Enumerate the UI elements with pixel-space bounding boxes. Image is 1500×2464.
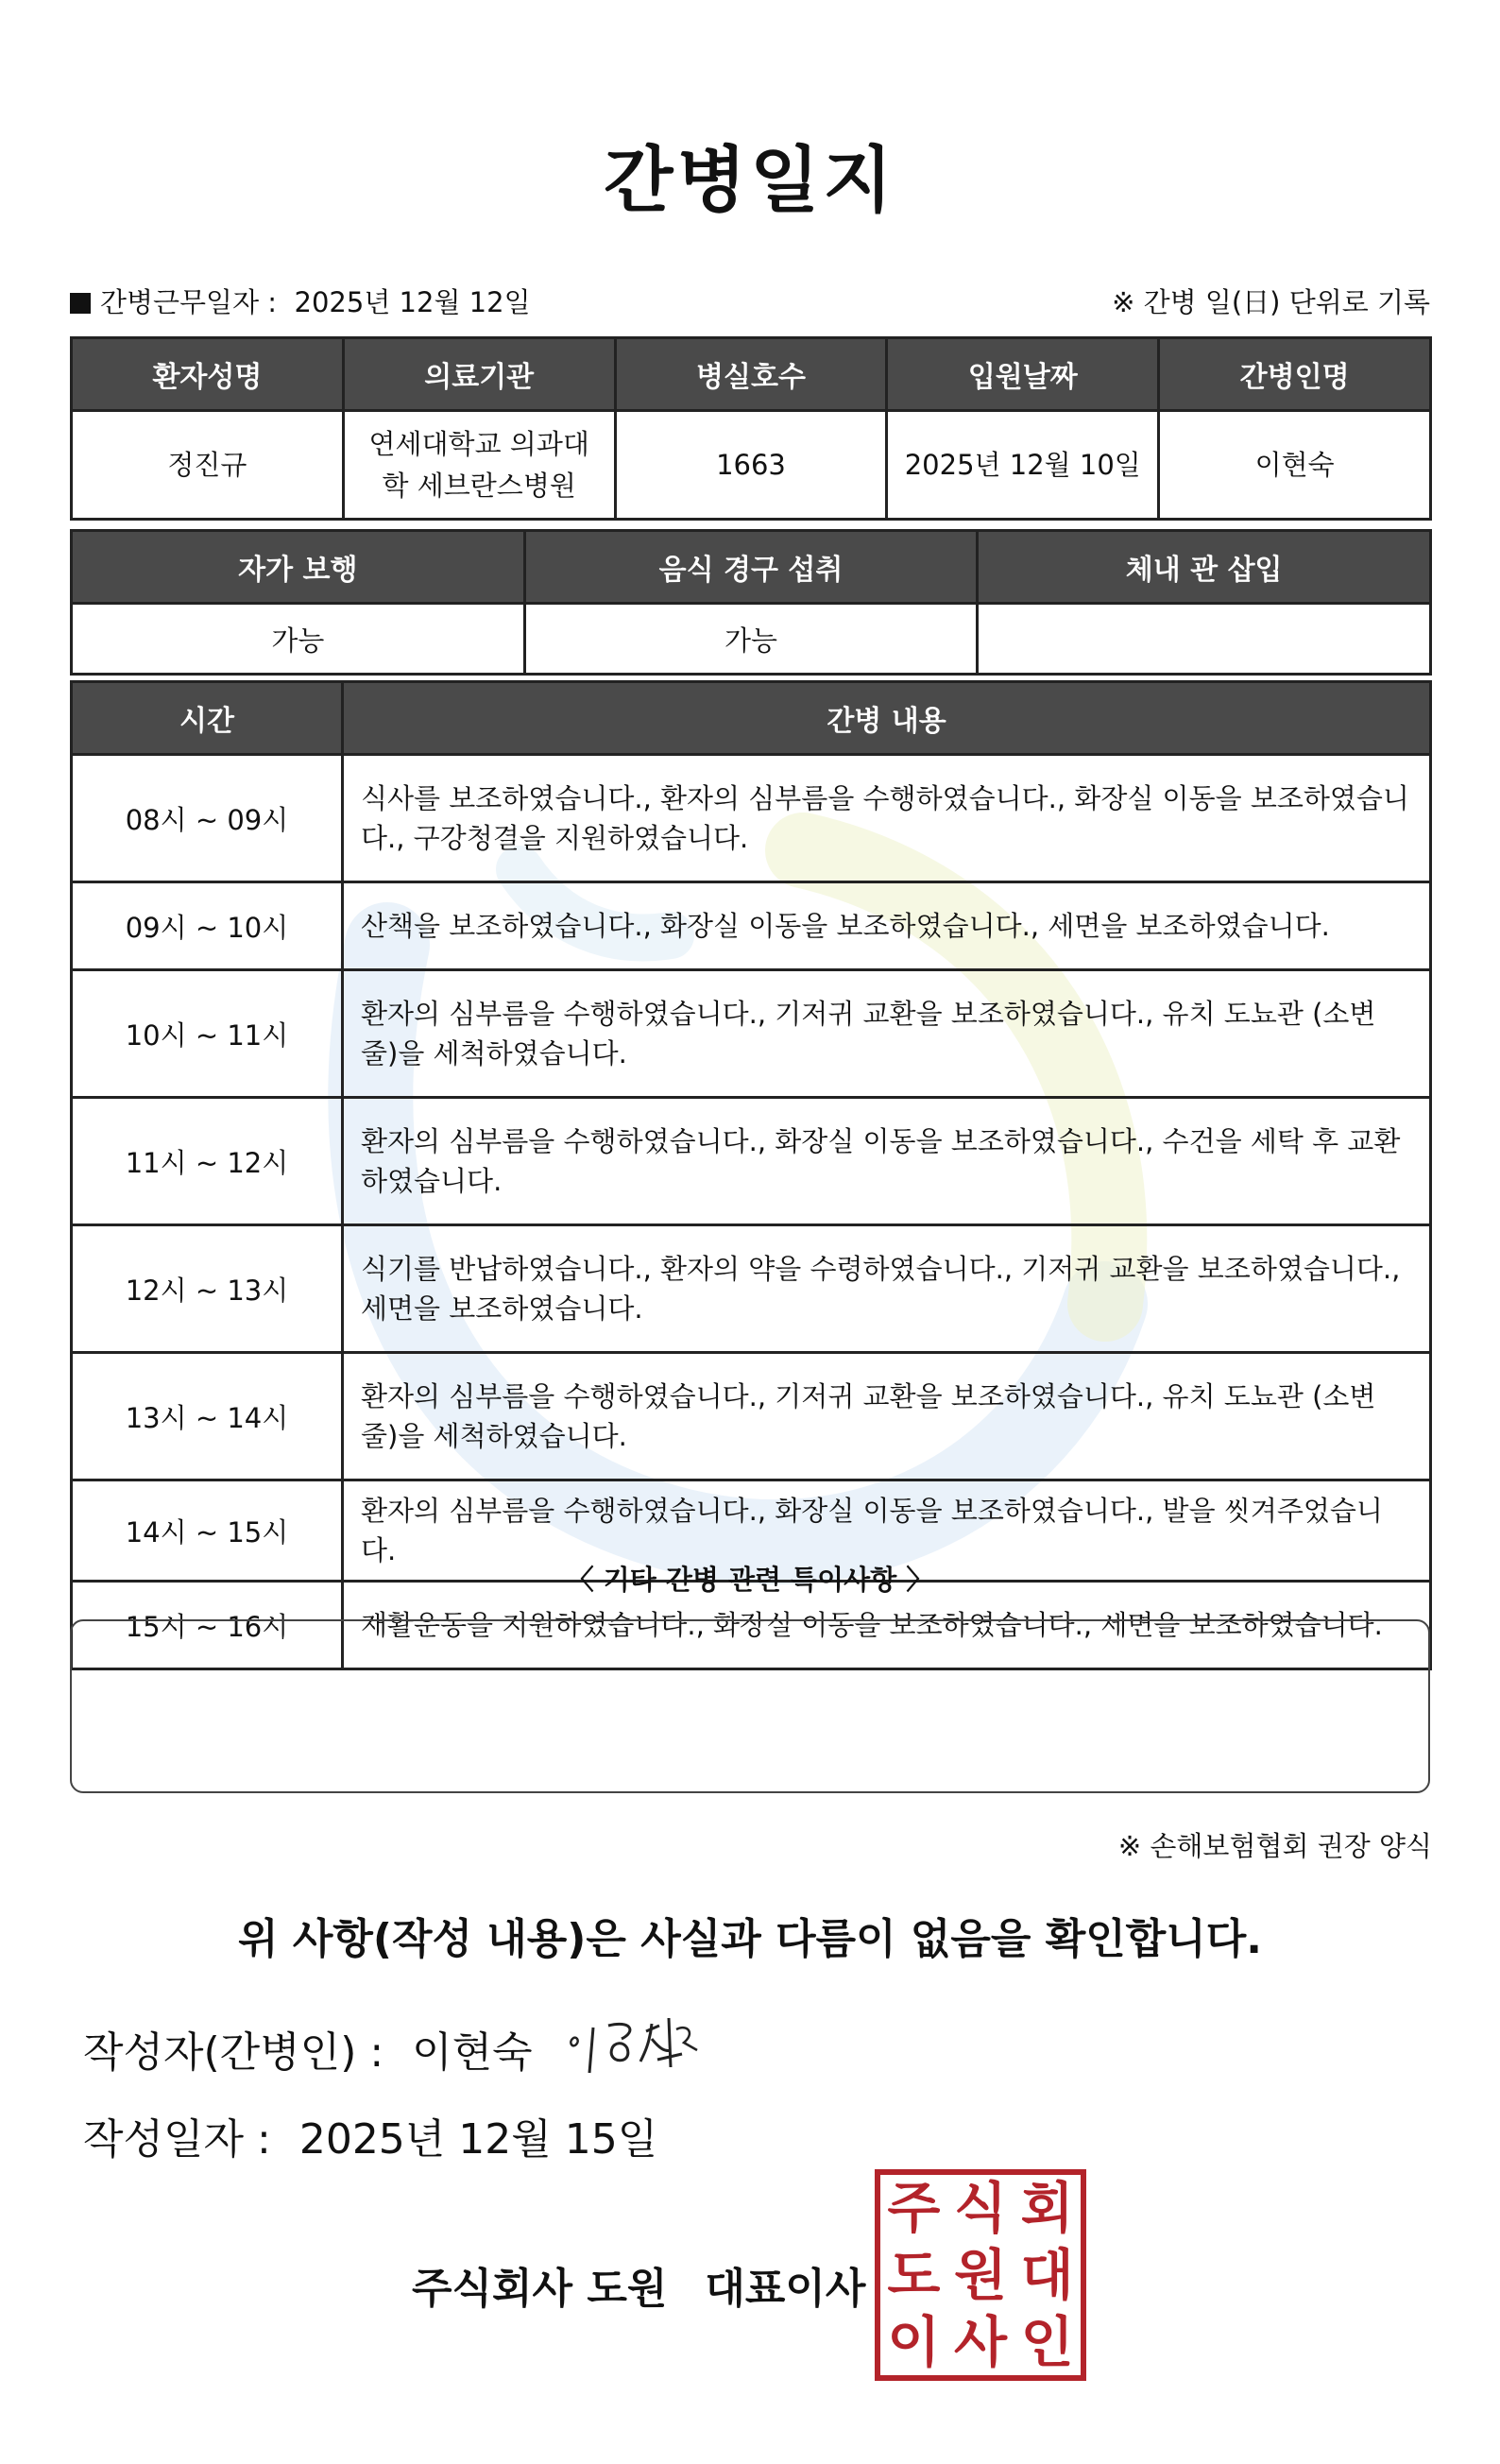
table-row bbox=[72, 1098, 1431, 1225]
table-row bbox=[72, 970, 1431, 1098]
row-content: 식기를 반납하였습니다., 환자의 약을 수령하였습니다., 기저귀 교환을 보조하였습니다., 세면을 보조하였습니다. bbox=[343, 1225, 1431, 1353]
row-content: 환자의 심부름을 수행하였습니다., 기저귀 교환을 보조하였습니다., 유치 도뇨관 (소변줄)을 세척하였습니다. bbox=[343, 970, 1431, 1098]
recommend-note: ※ 손해보험협회 권장 양식 bbox=[1117, 1830, 1432, 1862]
writer-line bbox=[83, 2018, 533, 2079]
admission-date: 2025년 12월 10일 bbox=[887, 411, 1159, 520]
seal-char: 도 bbox=[887, 2242, 941, 2307]
document-title: 간병일지 bbox=[604, 138, 896, 222]
seal-char: 대 bbox=[1020, 2242, 1074, 2307]
header-time: 시간 bbox=[72, 682, 343, 755]
row-time: 13시 ~ 14시 bbox=[72, 1353, 343, 1480]
signature-icon bbox=[565, 2011, 716, 2086]
table-row bbox=[72, 1353, 1431, 1480]
writer-label: 작성자(간병인) : bbox=[83, 2028, 384, 2077]
care-log-table bbox=[70, 680, 1432, 1670]
work-date-label: 간병근무일자 : bbox=[100, 286, 278, 318]
patient-status-table bbox=[70, 529, 1432, 676]
writer-name: 이현숙 bbox=[412, 2028, 533, 2077]
work-date-value: 2025년 12월 12일 bbox=[294, 286, 531, 318]
row-time: 11시 ~ 12시 bbox=[72, 1098, 343, 1225]
seal-char: 이 bbox=[887, 2309, 941, 2374]
row-content: 환자의 심부름을 수행하였습니다., 기저귀 교환을 보조하였습니다., 유치 도뇨관 (소변줄)을 세척하였습니다. bbox=[343, 1353, 1431, 1480]
work-date bbox=[70, 282, 531, 320]
seal-char: 인 bbox=[1020, 2309, 1074, 2374]
table-row bbox=[72, 755, 1431, 882]
header-walking: 자가 보행 bbox=[72, 531, 525, 604]
header-caregiver: 간병인명 bbox=[1159, 338, 1431, 411]
seal-characters bbox=[880, 2175, 1081, 2375]
company-name: 주식회사 도원 bbox=[412, 2265, 668, 2313]
row-content: 재활운동을 지원하였습니다., 화장실 이동을 보조하였습니다., 세면을 보조하였습니다. bbox=[343, 1582, 1431, 1669]
row-time: 08시 ~ 09시 bbox=[72, 755, 343, 882]
caregiver-name: 이현숙 bbox=[1159, 411, 1431, 520]
table-row bbox=[72, 882, 1431, 970]
meta-row bbox=[70, 282, 1430, 323]
write-date-label: 작성일자 : bbox=[83, 2115, 271, 2164]
row-time: 10시 ~ 11시 bbox=[72, 970, 343, 1098]
header-admission-date: 입원날짜 bbox=[887, 338, 1159, 411]
walking-value: 가능 bbox=[72, 604, 525, 675]
patient-name: 정진규 bbox=[72, 411, 344, 520]
company-line bbox=[412, 2254, 865, 2315]
notes-title: 〈 기타 간병 관련 특이사항 〉 bbox=[566, 1564, 934, 1596]
seal-char: 사 bbox=[953, 2309, 1007, 2374]
header-hospital: 의료기관 bbox=[343, 338, 615, 411]
header-room: 병실호수 bbox=[615, 338, 887, 411]
header-tube: 체내 관 삽입 bbox=[978, 531, 1431, 604]
row-time: 09시 ~ 10시 bbox=[72, 882, 343, 970]
notes-box[interactable] bbox=[70, 1619, 1430, 1793]
row-content: 산책을 보조하였습니다., 화장실 이동을 보조하였습니다., 세면을 보조하였습니다. bbox=[343, 882, 1431, 970]
row-content: 식사를 보조하였습니다., 환자의 심부름을 수행하였습니다., 화장실 이동을 보조하였습니다., 구강청결을 지원하였습니다. bbox=[343, 755, 1431, 882]
row-time: 15시 ~ 16시 bbox=[72, 1582, 343, 1669]
square-bullet-icon bbox=[70, 293, 91, 314]
hospital: 연세대학교 의과대학 세브란스병원 bbox=[343, 411, 615, 520]
patient-info-table bbox=[70, 336, 1432, 521]
confirm-statement: 위 사항(작성 내용)은 사실과 다름이 없음을 확인합니다. bbox=[238, 1915, 1262, 1963]
table-row bbox=[72, 1225, 1431, 1353]
header-oral-intake: 음식 경구 섭취 bbox=[524, 531, 978, 604]
seal-char: 주 bbox=[887, 2176, 941, 2241]
unit-note: ※ 간병 일(日) 단위로 기록 bbox=[1112, 286, 1430, 318]
seal-char: 식 bbox=[953, 2176, 1007, 2241]
row-time: 14시 ~ 15시 bbox=[72, 1480, 343, 1582]
row-content: 환자의 심부름을 수행하였습니다., 화장실 이동을 보조하였습니다., 수건을 세탁 후 교환하였습니다. bbox=[343, 1098, 1431, 1225]
company-seal-stamp bbox=[875, 2169, 1086, 2381]
seal-char: 원 bbox=[953, 2242, 1007, 2307]
header-patient-name: 환자성명 bbox=[72, 338, 344, 411]
seal-char: 회 bbox=[1020, 2176, 1074, 2241]
row-time: 12시 ~ 13시 bbox=[72, 1225, 343, 1353]
header-care-content: 간병 내용 bbox=[343, 682, 1431, 755]
row-content: 환자의 심부름을 수행하였습니다., 화장실 이동을 보조하였습니다., 발을 씻겨주었습니다. bbox=[343, 1480, 1431, 1582]
write-date-line bbox=[83, 2105, 657, 2165]
tube-value bbox=[978, 604, 1431, 675]
write-date-value: 2025년 12월 15일 bbox=[298, 2115, 658, 2164]
company-title: 대표이사 bbox=[705, 2265, 866, 2313]
oral-intake-value: 가능 bbox=[524, 604, 978, 675]
room-number: 1663 bbox=[615, 411, 887, 520]
